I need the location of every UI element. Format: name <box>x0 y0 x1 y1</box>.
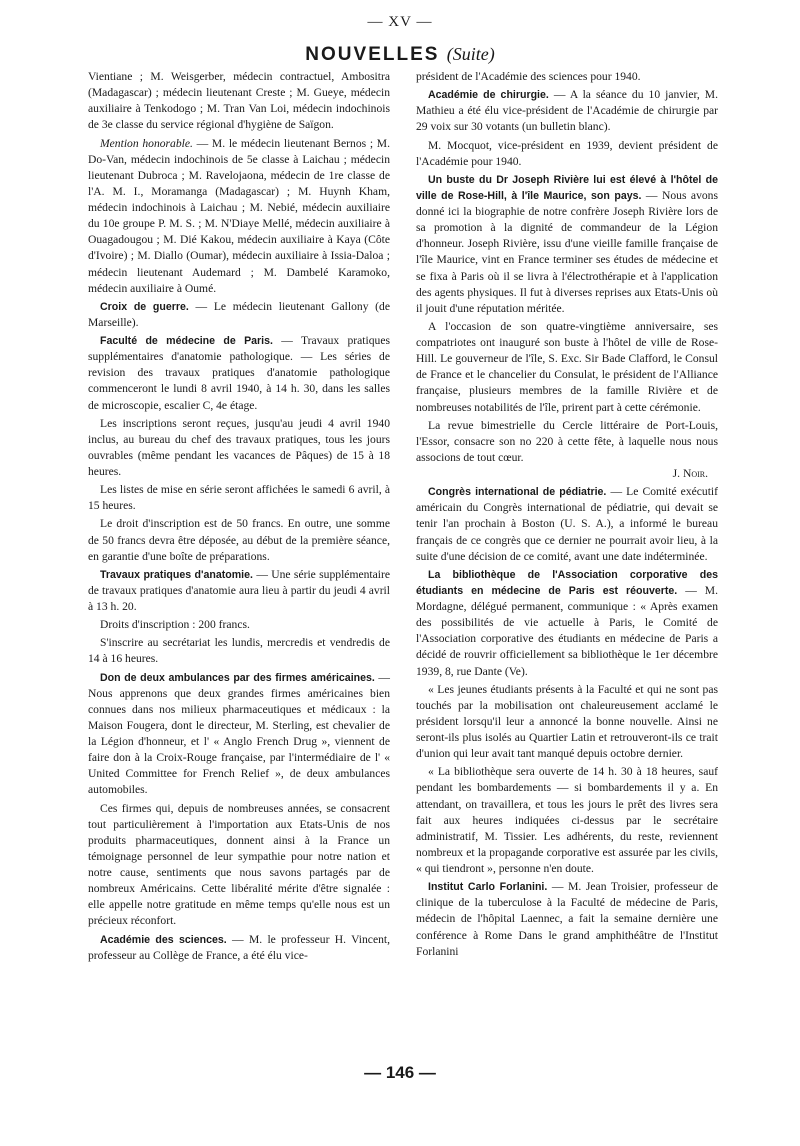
left-paragraph <box>88 801 390 930</box>
paragraph-text: « La bibliothèque sera ouverte de 14 h. 30 à 18 heures, sauf pendant les bombardements — si bombardements il y a. En attendant, on travaillera, et tous les jours le prêt des livres sera fait aux heures indiquées ci-dessus par le secrétaire administratif, M. Tissier. Les adhérents, du reste, reviennent nombreux et la propagande corporative est assurée par les civils, « qui tiendront », personne n'en doute. <box>416 765 718 875</box>
paragraph-text: — Le Comité exécutif américain du Congrès international de pédiatrie, qui devait se tenir l'an prochain à Boston (U. S. A.), a informé le bureau français de ce congrès que ce dernier ne pourrait avoir lieu, à la suite d'une décision de ce comité, avant une date indéterminée. <box>416 485 719 563</box>
right-paragraph <box>416 319 718 416</box>
right-paragraph <box>416 484 718 565</box>
right-paragraph <box>416 764 718 877</box>
section-heading: Don de deux ambulances par des firmes américaines. <box>100 671 375 684</box>
right-paragraph <box>416 69 718 85</box>
right-paragraph <box>416 879 718 960</box>
right-paragraph <box>416 138 718 170</box>
title-suffix: (Suite) <box>446 44 495 64</box>
right-paragraph <box>416 466 718 482</box>
left-paragraph <box>88 567 390 615</box>
paragraph-text: Les inscriptions seront reçues, jusqu'au jeudi 4 avril 1940 inclus, au bureau du chef des travaux pratiques, tous les jours ouvrables (même pendant les vacances de Pâques) de 15 à 18 heures. <box>88 416 390 478</box>
right-paragraph <box>416 172 718 317</box>
left-paragraph <box>88 516 390 564</box>
paragraph-text: S'inscrire au secrétariat les lundis, mercredis et vendredis de 14 à 16 heures. <box>88 636 390 666</box>
section-heading: La bibliothèque de l'Association corporative des étudiants en médecine de Paris est réouverte. <box>416 568 718 597</box>
paragraph-text: — M. le professeur H. Vincent, professeur au Collège de France, a été élu vice- <box>88 932 391 962</box>
section-heading: Congrès international de pédiatrie. <box>428 486 607 499</box>
paragraph-text: président de l'Académie des sciences pour 1940. <box>416 70 641 83</box>
left-paragraph <box>88 416 390 481</box>
section-heading: Institut Carlo Forlanini. <box>428 881 548 894</box>
left-paragraph <box>88 333 390 414</box>
page-number: — 146 — <box>364 1063 436 1082</box>
paragraph-text: Le droit d'inscription est de 50 francs. En outre, une somme de 50 francs devra être déposée, au début de la première séance, en garantie d'une boîte de préparations. <box>88 517 390 563</box>
right-column <box>416 69 718 960</box>
title-main: NOUVELLES <box>305 44 440 65</box>
paragraph-text: Droits d'inscription : 200 francs. <box>100 618 250 632</box>
right-paragraph <box>416 418 718 466</box>
italic-lead: Mention honorable. <box>100 136 193 150</box>
left-paragraph <box>88 69 390 134</box>
paragraph-text: — Une série supplémentaire de travaux pratiques d'anatomie aura lieu à partir du jeudi 4 avril à 13 h. 20. <box>88 567 390 613</box>
paragraph-text: « Les jeunes étudiants présents à la Faculté et qui ne sont pas touchés par la mobilisation ont chaleureusement acclamé le président lorsqu'il leur a annoncé la bonne nouvelle. Ainsi ne seront-ils plus isolés au Quartier Latin et retrouveront-ils ce trait d'union qui leur avait tant manqué depuis octobre dernier. <box>416 682 718 761</box>
paragraph-text: — M. Mordagne, délégué permanent, communique : « Après examen des possibilités de vie actuelle à Paris, le Comité de l'Association corporative des étudiants en médecine de Paris a décidé de rouvrir officiellement sa bibliothèque le 1er décembre 1939, 8, rue Dante (Ve). <box>416 583 718 678</box>
left-paragraph <box>88 482 390 514</box>
paragraph-text: — Le médecin lieutenant Gallony (de Marseille). <box>88 299 390 329</box>
paragraph-text: A l'occasion de son quatre-vingtième anniversaire, ses compatriotes ont inauguré son buste à l'hôtel de ville de Rose-Hill. Le gouverneur de l'île, S. Exc. Sir Bade Clafford, le Consul de France et le chancelier du Consulat, le président de l'Alliance française, plusieurs membres de la famille Rivière et de nombreuses notabilités de l'île, prirent part à cette cérémonie. <box>416 319 718 414</box>
paragraph-text: Les listes de mise en série seront affichées le samedi 6 avril, à 15 heures. <box>88 483 390 513</box>
left-paragraph <box>88 299 390 331</box>
section-heading: Croix de guerre. <box>100 300 189 313</box>
right-paragraph <box>416 87 718 135</box>
paragraph-text: — Nous avons donné ici la biographie de notre confrère Joseph Rivière lors de sa promotion à la dignité de commandeur de la Légion d'honneur. Joseph Rivière, issu d'une vieille famille française de l'île Maurice, vint en France terminer ses études de médecine et se fixa à Paris où il se livra à l'électrothérapie et à l'application des agents physiques. Il fut à diverses reprises aux Etats-Unis où il jouit d'une réputation méritée. <box>416 188 718 315</box>
paragraph-text: — M. Jean Troisier, professeur de clinique de la tuberculose à la Faculté de médecine de Paris, médecin de l'hôpital Laennec, a fait la semaine dernière une conférence à Rome Dans le grand amphithéâtre de l'Institut Forlanini <box>416 880 718 958</box>
paragraph-text: — Nous apprenons que deux grandes firmes américaines bien connues dans nos milieux pharmaceutiques et médicaux : la Maison Fougera, dont le directeur, M. Sterling, est chevalier de la Légion d'honneur, et l' « Anglo French Drug », viennent de faire don à la Croix-Rouge française, par l'intermédiaire de l' « United Committee for French Relief », de deux ambulances automobiles. <box>88 670 390 797</box>
paragraph-text: — Travaux pratiques supplémentaires d'anatomie pathologique. — Les séries de revision des travaux pratiques d'anatomie pathologique commenceront le lundi 8 avril 1940, à 14 h. 30, dans les salles de microscopie, escalier C, 4e étage. <box>88 334 390 412</box>
section-heading: Académie des sciences. <box>100 933 227 946</box>
page-title <box>0 44 800 66</box>
left-paragraph <box>88 635 390 667</box>
author-signature: J. Noir. <box>672 467 708 480</box>
right-paragraph <box>416 567 718 680</box>
section-heading: Académie de chirurgie. <box>428 89 549 102</box>
page-roman-numeral: — XV — <box>367 14 433 30</box>
paragraph-text: Vientiane ; M. Weisgerber, médecin contractuel, Ambositra (Madagascar) ; médecin lieutenant Creste ; M. Gueye, médecin auxiliaire à Tenkodogo ; M. Tran Van Loi, médecin indochinois de 3e classe du service régional d'hygiène de Saïgon. <box>88 70 390 132</box>
left-paragraph <box>88 617 390 633</box>
paragraph-text: La revue bimestrielle du Cercle littéraire de Port-Louis, l'Essor, consacre son no 220 à cette fête, à laquelle nous nous associons de tout cœur. <box>416 418 718 464</box>
paragraph-text: Ces firmes qui, depuis de nombreuses années, se consacrent tout particulièrement à l'importation aux Etats-Unis de nos produits pharmaceutiques, donnent ainsi à la France un témoignage personnel de leur sympathie pour notre nation et notre cause, sentiments que nous savons partagés par de nombreux Américains. Cette libéralité mérite d'être signalée : elle appelle notre gratitude en même temps qu'elle nous est un précieux réconfort. <box>88 801 390 928</box>
left-paragraph <box>88 670 390 799</box>
left-column <box>88 69 390 964</box>
section-heading: Faculté de médecine de Paris. <box>100 335 273 347</box>
paragraph-text: — M. le médecin lieutenant Bernos ; M. Do-Van, médecin indochinois de 5e classe à Laichau ; médecin lieutenant Dubroca ; M. Ravelojaona, médecin de 1re classe de l'A. M. I., Moramanga (Madagascar) ; M. Huynh Kham, médecin indochinois à Laichau ; M. Nebié, médecin auxiliaire du 10e groupe P. M. S. ; M. N'Diaye Mellé, médecin auxiliaire à Ouagadougou ; M. Dié Kakou, médecin auxiliaire à Kaya (Côte d'Ivoire) ; M. Diallo (Oumar), médecin auxiliaire à Issia-Daloa ; médecin lieutenant Audemard ; M. Dambelé Karamoko, médecin auxiliaire à Oumé. <box>88 136 390 295</box>
paragraph-text: — A la séance du 10 janvier, M. Mathieu a été élu vice-président de l'Académie de chirurgie par 29 voix sur 30 votants (un bulletin blanc). <box>416 88 718 134</box>
section-heading: Un buste du Dr Joseph Rivière lui est élevé à l'hôtel de ville de Rose-Hill, à l'île Maurice, son pays. <box>416 173 718 202</box>
left-paragraph <box>88 136 390 297</box>
right-paragraph <box>416 682 718 763</box>
paragraph-text: M. Mocquot, vice-président en 1939, devient président de l'Académie pour 1940. <box>416 138 718 168</box>
left-paragraph <box>88 932 390 964</box>
section-heading: Travaux pratiques d'anatomie. <box>100 568 253 581</box>
